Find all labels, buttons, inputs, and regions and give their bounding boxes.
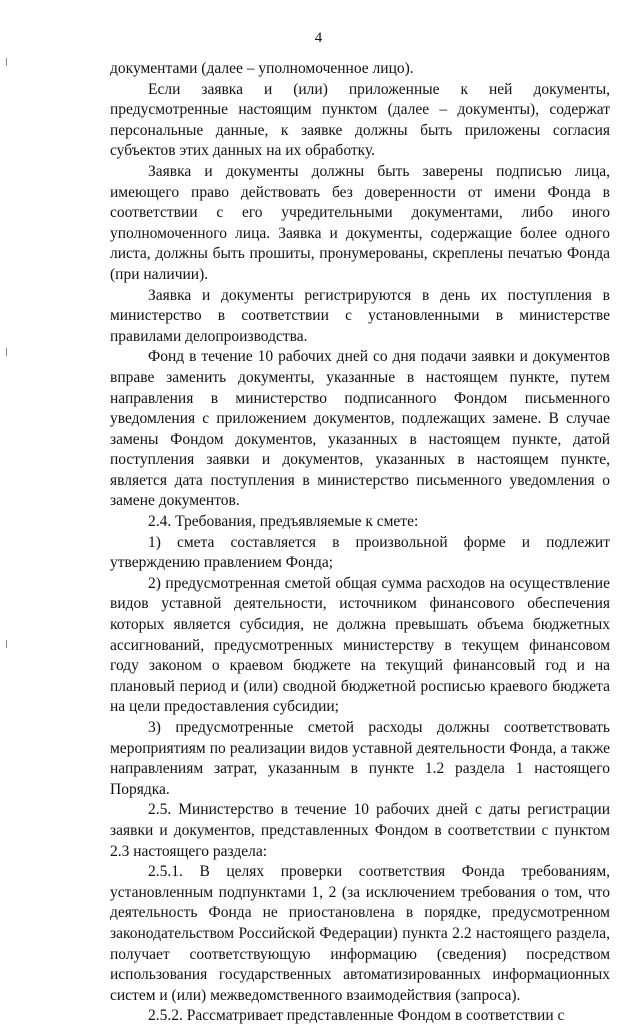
paragraph: 2.5.1. В целях проверки соответствия Фонда требованиям, установленным подпунктами 1, 2 (за исключением требования о том, что деятельность Фонда не приостановлена в порядке, предусмотренном законодательством Российской Федерации) пункта 2.2 настоящего раздела, получает соответствующую информацию (сведения) посредством использования государственных автоматизированных информационных систем и (или) межведомственного взаимодействия (запроса). — [110, 863, 610, 1004]
margin-mark — [6, 58, 7, 66]
paragraph: Заявка и документы должны быть заверены подписью лица, имеющего право действовать без доверенности от имени Фонда в соответствии с его учредительными документами, либо иного уполномоченного лица. Заявка и документы, содержащие более одного листа, должны быть прошиты, пронумерованы, скреплены печатью Фонда (при наличии). — [110, 162, 610, 283]
section-heading: 2.4. Требования, предъявляемые к смете: — [148, 513, 419, 531]
paragraph: 2.5.2. Рассматривает представленные Фондом в соответствии с — [148, 1007, 565, 1025]
list-item: 1) смета составляется в произвольной форме и подлежит утверждению правлением Фонда; — [110, 533, 610, 572]
paragraph: Если заявка и (или) приложенные к ней документы, предусмотренные настоящим пунктом (далее – документы), содержат персональные данные, к заявке должны быть приложены согласия субъектов этих данных на их обработку. — [110, 80, 610, 160]
paragraph: документами (далее – уполномоченное лицо). — [110, 60, 414, 77]
margin-mark — [6, 640, 7, 648]
list-item: 2) предусмотренная сметой общая сумма расходов на осуществление видов уставной деятельности, источником финансового обеспечения которых является субсидия, не должна превышать объема бюджетных ассигнований, предусмотренных министерству в текущем финансовом году законом о краевом бюджете на текущий финансовый год и на плановый период и (или) сводной бюджетной росписью краевого бюджета на цели предоставления субсидии; — [110, 574, 610, 716]
paragraph: Заявка и документы регистрируются в день их поступления в министерство в соответствии с установленными в министерстве правилами делопроизводства. — [110, 286, 610, 345]
document-body — [110, 59, 610, 1027]
margin-mark — [6, 348, 7, 356]
paragraph: 2.5. Министерство в течение 10 рабочих дней с даты регистрации заявки и документов, представленных Фондом в соответствии с пунктом 2.3 настоящего раздела: — [110, 801, 610, 860]
paragraph: Фонд в течение 10 рабочих дней со дня подачи заявки и документов вправе заменить документы, указанные в настоящем пункте, путем направления в министерство подписанного Фондом письменного уведомления с приложением документов, подлежащих замене. В случае замены Фондом документов, указанных в настоящем пункте, датой поступления заявки и документов, указанных в настоящем пункте, является дата поступления в министерство письменного уведомления о замене документов. — [110, 348, 610, 510]
page-number: 4 — [314, 30, 323, 46]
list-item: 3) предусмотренные сметой расходы должны соответствовать мероприятиям по реализации видов уставной деятельности Фонда, а также направлениям затрат, указанным в пункте 1.2 раздела 1 настоящего Порядка. — [110, 719, 610, 798]
